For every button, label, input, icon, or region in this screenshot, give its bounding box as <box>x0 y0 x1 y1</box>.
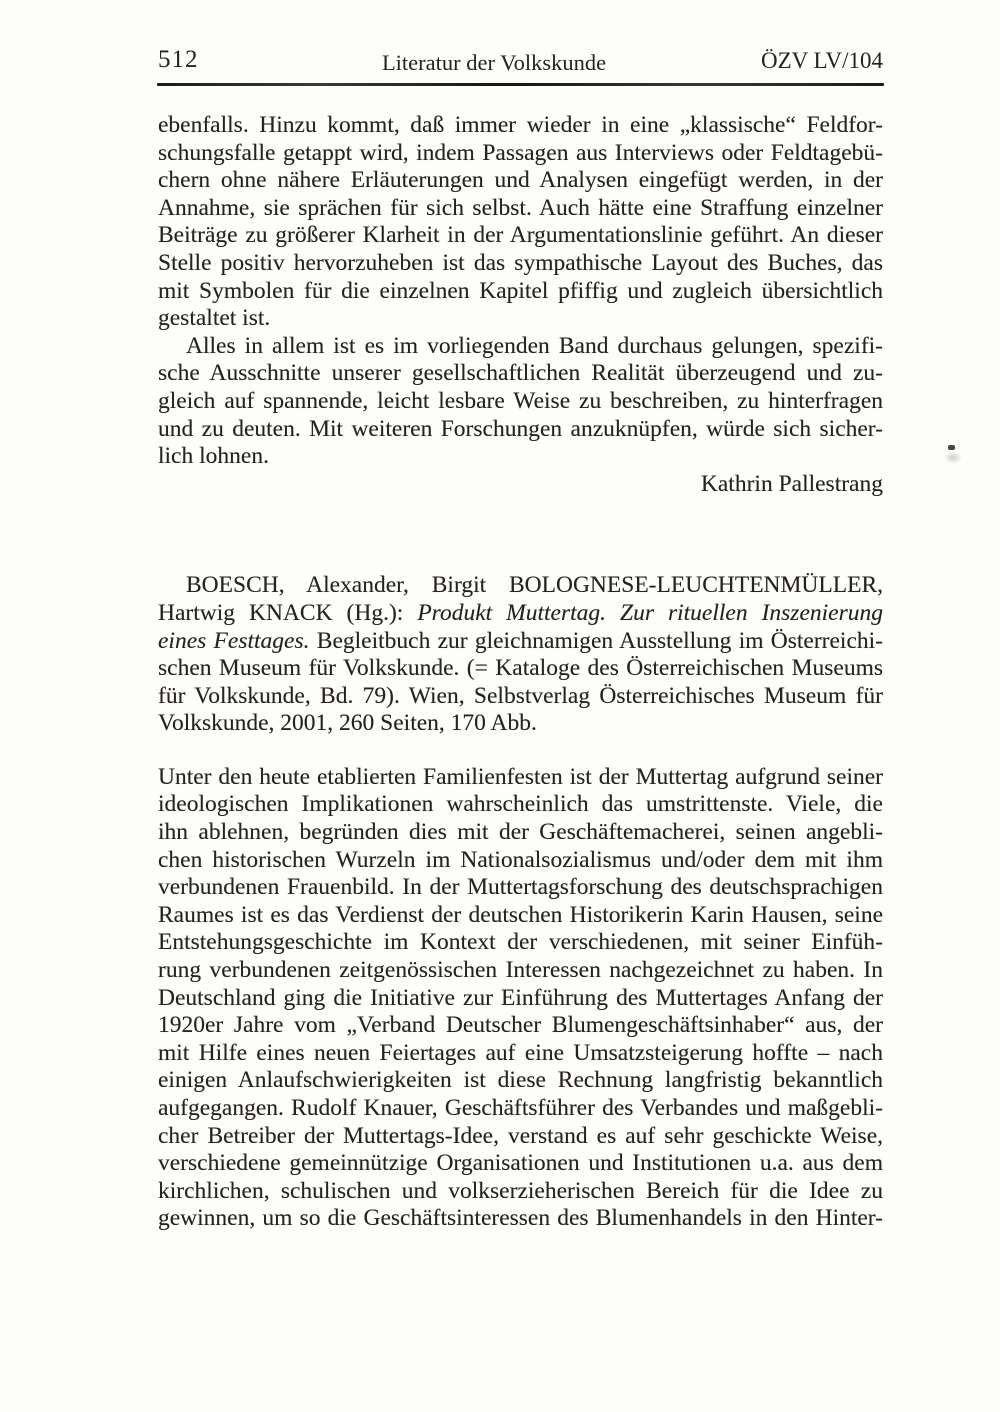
italic-text-segment: Produkt Muttertag. Zur rituellen Inszenierung <box>417 599 883 626</box>
text-segment: kirchlichen, schulischen und volkserzieherischen Bereich für die Idee zu <box>158 1177 883 1204</box>
text-segment: Beiträge zu größerer Klarheit in der Argumentationslinie geführt. An dieser <box>158 222 883 249</box>
text-segment: verbundenen Frauenbild. In der Muttertagsforschung des deutschsprachigen <box>158 874 883 901</box>
text-line <box>158 791 883 819</box>
scan-speck <box>948 445 955 450</box>
text-line <box>158 957 883 985</box>
text-line <box>158 847 883 875</box>
text-segment: chern ohne nähere Erläuterungen und Analysen eingefügt werden, in der <box>158 167 883 194</box>
text-segment: lich lohnen. <box>158 443 269 470</box>
text-line <box>158 1150 883 1178</box>
text-line <box>158 628 883 656</box>
text-segment: Unter den heute etablierten Familienfesten ist der Muttertag aufgrund seiner <box>158 763 883 790</box>
text-line <box>158 112 883 140</box>
text-segment: Hartwig KNACK (Hg.): <box>158 599 418 626</box>
text-segment: rung verbundenen zeitgenössischen Interessen nachgezeichnet zu haben. In <box>158 957 883 984</box>
paragraph-review-end <box>158 112 883 333</box>
text-segment: gleich auf spannende, leicht lesbare Weise zu beschreiben, zu hinterfragen <box>158 387 883 414</box>
text-segment: aufgegangen. Rudolf Knauer, Geschäftsführer des Verbandes und maßgebli- <box>158 1095 883 1121</box>
text-line <box>158 140 883 168</box>
text-line <box>158 222 883 250</box>
text-line <box>158 819 883 847</box>
running-title: Literatur der Volkskunde <box>381 50 607 75</box>
header-rule <box>157 83 884 86</box>
text-line <box>158 1095 883 1123</box>
text-line <box>158 388 883 416</box>
text-line <box>158 1040 883 1068</box>
text-segment: schungsfalle getappt wird, indem Passagen aus Interviews oder Feldtagebü- <box>158 139 883 166</box>
page-number: 512 <box>158 46 199 73</box>
text-segment: gewinnen, um so die Geschäftsinteressen des Blumenhandels in den Hinter- <box>158 1205 883 1232</box>
journal-reference: ÖZV LV/104 <box>760 48 883 73</box>
text-segment: Raumes ist es das Verdienst der deutschen Historikerin Karin Hausen, seine <box>158 901 883 928</box>
text-line <box>158 167 883 195</box>
text-line <box>158 874 883 902</box>
text-segment: ebenfalls. Hinzu kommt, daß immer wieder in eine „klassische“ Feldfor- <box>158 112 883 138</box>
text-segment: Annahme, sie sprächen für sich selbst. Auch hätte eine Straffung einzelner <box>158 194 883 221</box>
text-column <box>158 112 883 1233</box>
citation-block <box>158 572 883 738</box>
reviewer-signature: Kathrin Pallestrang <box>700 470 883 497</box>
text-segment: ihn ablehnen, begründen dies mit der Geschäftemacherei, seinen angebli- <box>158 819 883 846</box>
text-segment: chen historischen Wurzeln im Nationalsozialismus und/oder dem mit ihm <box>158 846 883 873</box>
text-segment: Volkskunde, 2001, 260 Seiten, 170 Abb. <box>158 710 537 737</box>
text-line <box>158 1123 883 1151</box>
text-segment: einigen Anlaufschwierigkeiten ist diese Rechnung langfristig bekanntlich <box>158 1067 883 1094</box>
text-line <box>158 764 883 792</box>
text-line <box>158 250 883 278</box>
text-line <box>158 1012 883 1040</box>
text-line <box>158 305 883 333</box>
text-line <box>158 572 883 600</box>
text-line <box>158 985 883 1013</box>
text-segment: gestaltet ist. <box>158 305 271 332</box>
text-line <box>158 443 883 471</box>
text-line <box>158 360 883 388</box>
scan-smudge <box>944 451 962 464</box>
italic-text-segment: eines Festtages. <box>158 627 310 654</box>
text-line <box>158 929 883 957</box>
text-line <box>158 416 883 444</box>
text-segment: schen Museum für Volkskunde. (= Kataloge des Österreichischen Museums <box>158 655 883 682</box>
text-segment: 1920er Jahre vom „Verband Deutscher Blumengeschäftsinhaber“ aus, der <box>158 1012 883 1039</box>
text-segment: ideologischen Implikationen wahrscheinlich das umstrittenste. Viele, die <box>158 791 883 818</box>
text-line <box>158 1205 883 1233</box>
text-segment: für Volkskunde, Bd. 79). Wien, Selbstverlag Österreichisches Museum für <box>158 682 883 709</box>
text-line <box>158 1067 883 1095</box>
text-segment: mit Hilfe eines neuen Feiertages auf eine Umsatzsteigerung hoffte – nach <box>158 1039 883 1066</box>
text-line <box>158 333 883 361</box>
text-segment: mit Symbolen für die einzelnen Kapitel pfiffig und zugleich übersichtlich <box>158 277 883 304</box>
text-line <box>158 683 883 711</box>
text-line <box>158 710 883 738</box>
text-segment: und zu deuten. Mit weiteren Forschungen anzuknüpfen, würde sich sicher- <box>158 415 883 442</box>
text-segment: Stelle positiv hervorzuheben ist das sympathische Layout des Buches, das <box>158 249 883 276</box>
text-line <box>158 902 883 930</box>
text-segment: BOESCH, Alexander, Birgit BOLOGNESE-LEUCHTENMÜLLER, <box>186 572 883 599</box>
paragraph-review-body <box>158 764 883 1233</box>
text-segment: Deutschland ging die Initiative zur Einführung des Muttertages Anfang der <box>158 984 883 1011</box>
text-segment: Entstehungsgeschichte im Kontext der verschiedenen, mit seiner Einfüh- <box>158 929 883 956</box>
text-segment: Begleitbuch zur gleichnamigen Ausstellung im Österreichi- <box>309 627 883 654</box>
text-segment: cher Betreiber der Muttertags-Idee, verstand es auf sehr geschickte Weise, <box>158 1122 883 1149</box>
paragraph-review-conclusion <box>158 333 883 471</box>
text-segment: sche Ausschnitte unserer gesellschaftlichen Realität überzeugend und zu- <box>158 360 883 387</box>
text-line <box>158 655 883 683</box>
text-segment: verschiedene gemeinnützige Organisationen und Institutionen u.a. aus dem <box>158 1150 883 1177</box>
text-segment: Alles in allem ist es im vorliegenden Band durchaus gelungen, spezifi- <box>186 332 883 359</box>
text-line <box>158 195 883 223</box>
text-line <box>158 1178 883 1206</box>
text-line <box>158 278 883 306</box>
text-line <box>158 600 883 628</box>
